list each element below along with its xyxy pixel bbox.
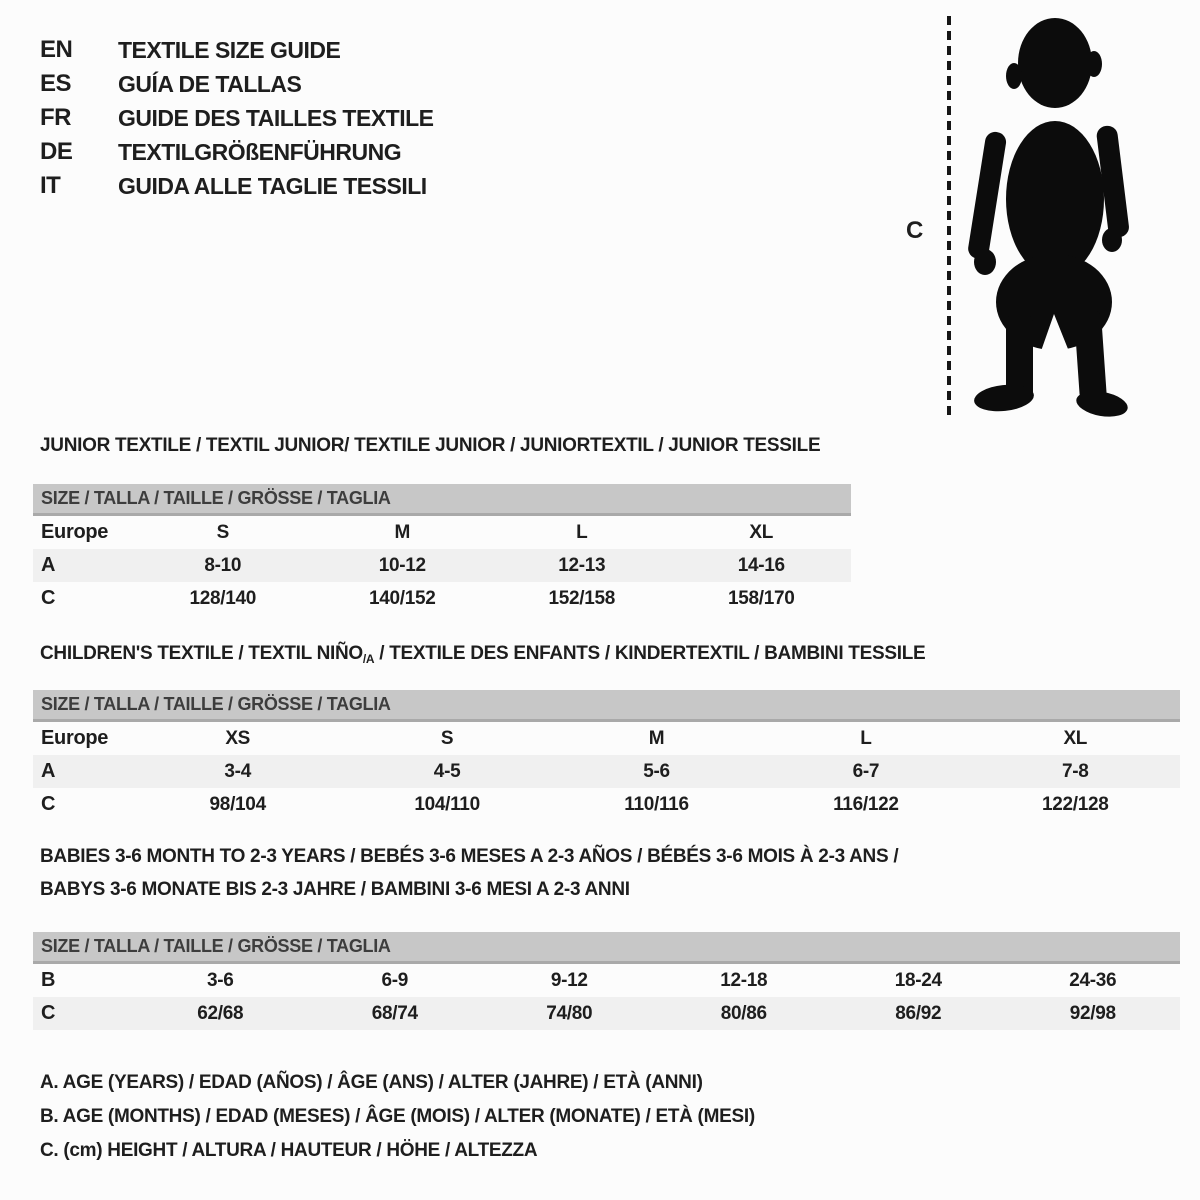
table-cell: 86/92 [831, 997, 1006, 1030]
table-cell: 9-12 [550, 969, 588, 991]
lang-code: DE [40, 138, 73, 165]
row-label: C [33, 997, 133, 1030]
row-label: C [41, 793, 56, 815]
table-cell: 12-13 [492, 549, 672, 582]
table-row-europe [33, 722, 1180, 755]
babies-section-title-line2: BABYS 3-6 MONATE BIS 2-3 JAHRE / BAMBINI 3-6 MESI A 2-3 ANNI [40, 879, 630, 900]
table-cell: 3-4 [133, 755, 342, 788]
table-cell: 24-36 [1069, 969, 1117, 991]
table-cell: L [860, 727, 872, 749]
junior-size-table [33, 484, 851, 615]
row-label: A [33, 755, 133, 788]
table-cell: 3-6 [206, 969, 234, 991]
lang-title: TEXTILGRÖßENFÜHRUNG [118, 138, 402, 165]
table-row-europe [33, 516, 851, 549]
table-cell: 140/152 [368, 587, 436, 609]
table-cell: 116/122 [833, 793, 899, 815]
footnote-c-height: C. (cm) HEIGHT / ALTURA / HAUTEUR / HÖHE / ALTEZZA [40, 1140, 538, 1161]
title-text: / TEXTILE DES ENFANTS / KINDERTEXTIL / BAMBINI TESSILE [374, 643, 926, 664]
table-cell: 18-24 [894, 969, 942, 991]
height-measure-dashed-line [947, 16, 951, 418]
table-cell: 5-6 [552, 755, 761, 788]
lang-row-en [40, 33, 434, 67]
row-label: Europe [41, 727, 109, 749]
table-cell: L [576, 521, 588, 543]
junior-section-title: JUNIOR TEXTILE / TEXTIL JUNIOR/ TEXTILE JUNIOR / JUNIORTEXTIL / JUNIOR TESSILE [40, 435, 821, 456]
footnote-a-age-years: A. AGE (YEARS) / EDAD (AÑOS) / ÂGE (ANS) / ALTER (JAHRE) / ETÀ (ANNI) [40, 1072, 703, 1093]
size-header-bar: SIZE / TALLA / TAILLE / GRÖSSE / TAGLIA [33, 484, 851, 516]
table-cell: 7-8 [971, 755, 1180, 788]
table-cell: 12-18 [720, 969, 768, 991]
table-cell: 98/104 [209, 793, 266, 815]
table-row-age-months [33, 964, 1180, 997]
table-cell: 80/86 [657, 997, 832, 1030]
table-cell: 62/68 [133, 997, 308, 1030]
table-cell: 8-10 [133, 549, 313, 582]
lang-row-de [40, 135, 434, 169]
table-cell: XL [1063, 727, 1088, 749]
table-row-age [33, 549, 851, 582]
table-cell: 10-12 [313, 549, 493, 582]
children-size-table [33, 690, 1180, 821]
footnote-b-age-months: B. AGE (MONTHS) / EDAD (MESES) / ÂGE (MOIS) / ALTER (MONATE) / ETÀ (MESI) [40, 1106, 755, 1127]
lang-title: GUIDA ALLE TAGLIE TESSILI [118, 172, 427, 199]
lang-code: IT [40, 172, 61, 199]
lang-title: TEXTILE SIZE GUIDE [118, 36, 341, 63]
table-row-height [33, 997, 1180, 1030]
row-label: Europe [41, 521, 109, 543]
table-cell: 110/116 [624, 793, 689, 815]
row-label: B [41, 969, 56, 991]
title-subscript: /A [362, 652, 375, 666]
table-cell: 92/98 [1006, 997, 1181, 1030]
size-header-bar: SIZE / TALLA / TAILLE / GRÖSSE / TAGLIA [33, 690, 1180, 722]
row-label: C [41, 587, 56, 609]
babies-size-table [33, 932, 1180, 1030]
table-row-height [33, 582, 851, 615]
lang-row-es [40, 67, 434, 101]
row-label: A [33, 549, 133, 582]
toddler-silhouette-icon [962, 14, 1140, 420]
table-cell: XS [225, 727, 251, 749]
lang-row-fr [40, 101, 434, 135]
lang-code: FR [40, 104, 71, 131]
table-cell: S [216, 521, 229, 543]
table-cell: XL [749, 521, 774, 543]
table-row-age [33, 755, 1180, 788]
table-cell: 4-5 [342, 755, 551, 788]
table-cell: 6-9 [381, 969, 409, 991]
table-cell: M [648, 727, 665, 749]
table-cell: 68/74 [308, 997, 483, 1030]
table-cell: 104/110 [414, 793, 480, 815]
children-section-title [40, 643, 925, 666]
size-header-bar: SIZE / TALLA / TAILLE / GRÖSSE / TAGLIA [33, 932, 1180, 964]
table-cell: 128/140 [189, 587, 257, 609]
table-cell: M [394, 521, 411, 543]
lang-title: GUÍA DE TALLAS [118, 70, 302, 97]
title-text: CHILDREN'S TEXTILE / TEXTIL NIÑO [40, 643, 363, 664]
language-header [40, 33, 434, 203]
table-cell: 122/128 [1041, 793, 1109, 815]
table-row-height [33, 788, 1180, 821]
table-cell: 152/158 [548, 587, 616, 609]
table-cell: S [440, 727, 454, 749]
babies-section-title-line1: BABIES 3-6 MONTH TO 2-3 YEARS / BEBÉS 3-6 MESES A 2-3 AÑOS / BÉBÉS 3-6 MOIS À 2-3 ANS / [40, 846, 899, 867]
table-cell: 14-16 [672, 549, 852, 582]
height-measure-label: C [906, 217, 924, 244]
lang-row-it [40, 169, 434, 203]
table-cell: 74/80 [482, 997, 657, 1030]
lang-code: ES [40, 70, 72, 97]
table-cell: 158/170 [727, 587, 795, 609]
lang-title: GUIDE DES TAILLES TEXTILE [118, 104, 434, 131]
lang-code: EN [40, 36, 73, 63]
table-cell: 6-7 [761, 755, 970, 788]
